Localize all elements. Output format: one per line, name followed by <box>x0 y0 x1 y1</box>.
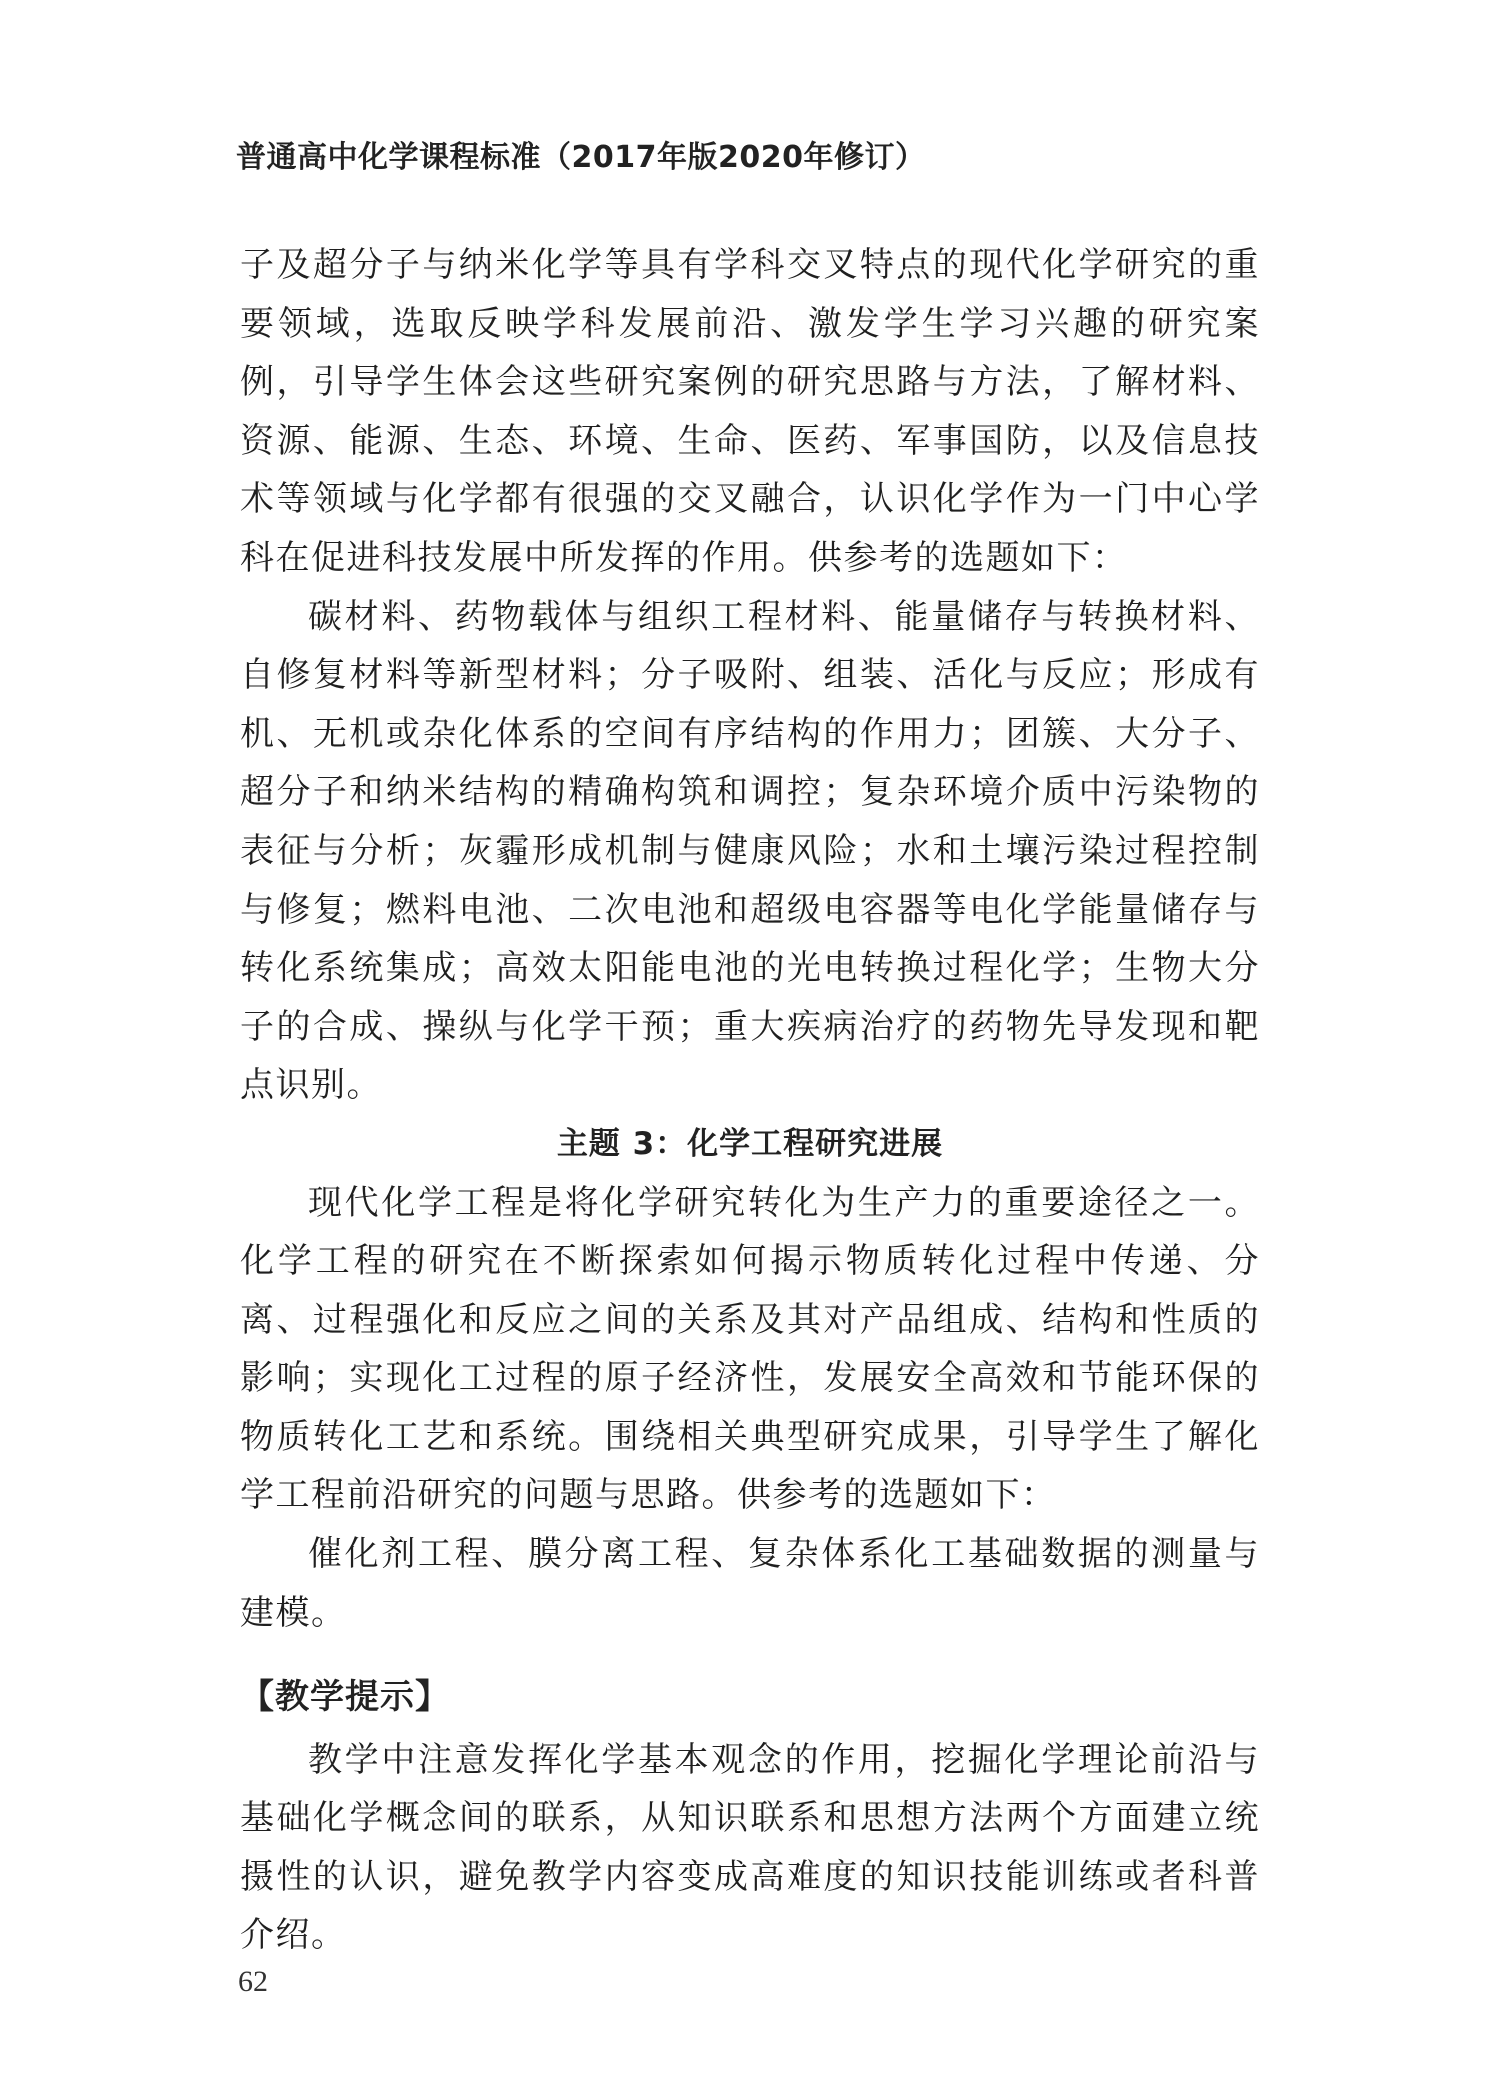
teaching-tips-section <box>240 1668 1260 1965</box>
paragraph-reference-topics: 碳材料、药物载体与组织工程材料、能量储存与转换材料、自修复材料等新型材料；分子吸附、组装、活化与反应；形成有机、无机或杂化体系的空间有序结构的作用力；团簇、大分子、超分子和纳米结构的精确构筑和调控；复杂环境介质中污染物的表征与分析；灰霾形成机制与健康风险；水和土壤污染过程控制与修复；燃料电池、二次电池和超级电容器等电化学能量储存与转化系统集成；高效太阳能电池的光电转换过程化学；生物大分子的合成、操纵与化学干预；重大疾病治疗的药物先导发现和靶点识别。 <box>240 596 1260 1106</box>
running-header: 普通高中化学课程标准（2017年版2020年修订） <box>236 140 926 175</box>
paragraph-research-fields: 子及超分子与纳米化学等具有学科交叉特点的现代化学研究的重要领域，选取反映学科发展前沿、激发学生学习兴趣的研究案例，引导学生体会这些研究案例的研究思路与方法，了解材料、资源、能源、生态、环境、生命、医药、军事国防，以及信息技术等领域与化学都有很强的交叉融合，认识化学作为一门中心学科在促进科技发展中所发挥的作用。供参考的选题如下： <box>240 245 1260 578</box>
teaching-tips-heading: 【教学提示】 <box>240 1677 450 1717</box>
teaching-tips-paragraph: 教学中注意发挥化学基本观念的作用，挖掘化学理论前沿与基础化学概念间的联系，从知识联系和思想方法两个方面建立统摄性的认识，避免教学内容变成高难度的知识技能训练或者科普介绍。 <box>240 1739 1260 1956</box>
topic-3-heading: 主题 3：化学工程研究进展 <box>556 1125 944 1162</box>
main-text <box>240 236 1260 1642</box>
paragraph-engineering-topics: 催化剂工程、膜分离工程、复杂体系化工基础数据的测量与建模。 <box>240 1534 1260 1633</box>
paragraph-chemical-engineering: 现代化学工程是将化学研究转化为生产力的重要途径之一。化学工程的研究在不断探索如何揭示物质转化过程中传递、分离、过程强化和反应之间的关系及其对产品组成、结构和性质的影响；实现化工过程的原子经济性，发展安全高效和节能环保的物质转化工艺和系统。围绕相关典型研究成果，引导学生了解化学工程前沿研究的问题与思路。供参考的选题如下： <box>240 1182 1260 1516</box>
page-number: 62 <box>238 1965 268 1998</box>
